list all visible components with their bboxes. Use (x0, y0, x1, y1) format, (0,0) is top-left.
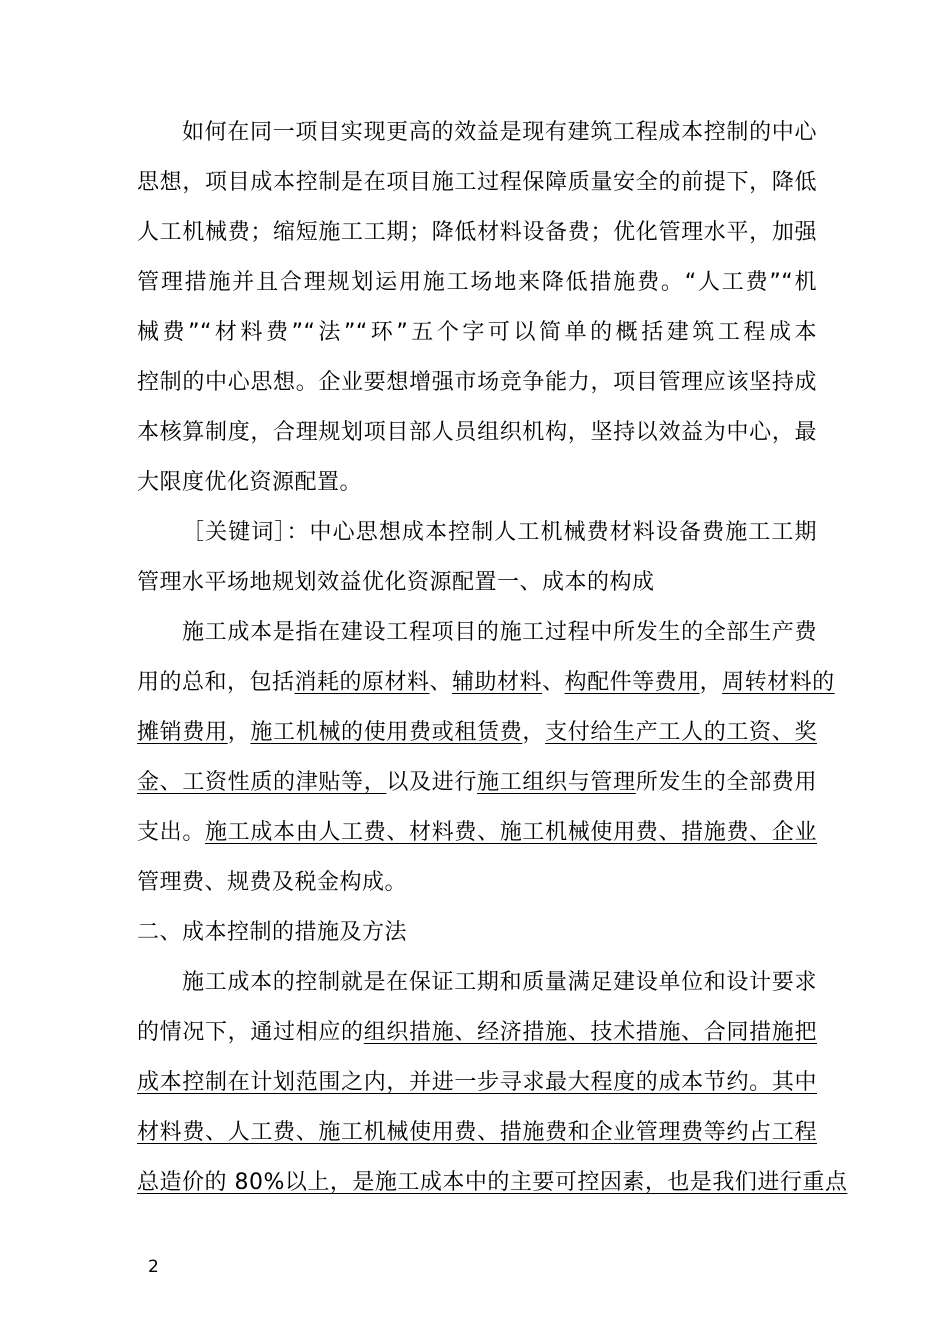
underlined-span: 总造价的 80%以上，是施工成本中的主要可控因素，也是我们进行重点 (137, 1170, 848, 1195)
paragraph-line: 人工机械费；缩短施工工期；降低材料设备费；优化管理水平，加强 (137, 220, 817, 245)
underlined-span: 施工成本由人工费、材料费、施工机械使用费、措施费、企业 (205, 820, 817, 845)
underlined-span: 施工机械的使用费或租赁费 (250, 720, 523, 745)
underlined-span: 成本控制在计划范围之内，并进一步寻求最大程度的成本节约。其中 (137, 1070, 817, 1095)
paragraph-line (137, 1113, 817, 1153)
underlined-span: 材料费、人工费、施工机械使用费、措施费和企业管理费等约占工程 (137, 1120, 817, 1145)
underlined-span: 摊销费用 (137, 720, 228, 745)
underlined-span: 辅助材料 (452, 670, 543, 695)
underlined-span: 构配件等费用 (564, 670, 700, 695)
text-span: ， (227, 720, 251, 745)
page-number: 2 (148, 1257, 159, 1277)
underlined-span: 组织措施、经济措施、技术措施、合同措施把 (363, 1020, 817, 1045)
paragraph-line: 大限度优化资源配置。 (137, 470, 363, 495)
text-span: ， (699, 670, 723, 695)
paragraph-line: 控制的中心思想。企业要想增强市场竞争能力，项目管理应该坚持成 (137, 370, 817, 395)
text-span: ， (522, 720, 546, 745)
text-span: 、 (542, 670, 565, 695)
paragraph-line (137, 763, 817, 803)
underlined-span: 金、工资性质的津贴等， (137, 770, 387, 795)
paragraph-line: 施工成本是指在建设工程项目的施工过程中所发生的全部生产费 (182, 620, 817, 645)
paragraph-line: 思想，项目成本控制是在项目施工过程保障质量安全的前提下，降低 (137, 170, 817, 195)
paragraph-line (137, 813, 817, 853)
paragraph-line: 械费”“材料费”“法”“环”五个字可以简单的概括建筑工程成本 (137, 320, 817, 345)
paragraph-line (137, 1013, 817, 1053)
text-span: 所发生的全部费用 (635, 770, 817, 795)
paragraph-line: 施工成本的控制就是在保证工期和质量满足建设单位和设计要求 (182, 970, 817, 995)
underlined-span: 周转材料的 (722, 670, 835, 695)
keywords-line: ［关键词］：中心思想成本控制人工机械费材料设备费施工工期 (182, 520, 817, 545)
underlined-span: 支付给生产工人的工资、奖 (545, 720, 817, 745)
paragraph-line (137, 1163, 848, 1203)
underlined-span: 施工组织与管理 (477, 770, 636, 795)
text-span: 支出。 (137, 820, 206, 845)
paragraph-line (137, 713, 817, 753)
paragraph-line: 管理措施并且合理规划运用施工场地来降低措施费。“人工费”“机 (137, 270, 817, 295)
paragraph-line: 本核算制度，合理规划项目部人员组织机构，坚持以效益为中心，最 (137, 420, 817, 445)
keywords-line: 管理水平场地规划效益优化资源配置一、成本的构成 (137, 570, 655, 595)
text-span: 的情况下，通过相应的 (137, 1020, 364, 1045)
paragraph-line: 管理费、规费及税金构成。 (137, 870, 408, 895)
text-span: 以及进行 (386, 770, 478, 795)
paragraph-line (137, 1063, 817, 1103)
text-span: 用的总和，包括 (137, 670, 295, 695)
section-heading: 二、成本控制的措施及方法 (137, 920, 408, 945)
underlined-span: 消耗的原材料 (294, 670, 430, 695)
paragraph-line (137, 663, 835, 703)
paragraph-line: 如何在同一项目实现更高的效益是现有建筑工程成本控制的中心 (182, 120, 817, 145)
text-span: 、 (429, 670, 453, 695)
